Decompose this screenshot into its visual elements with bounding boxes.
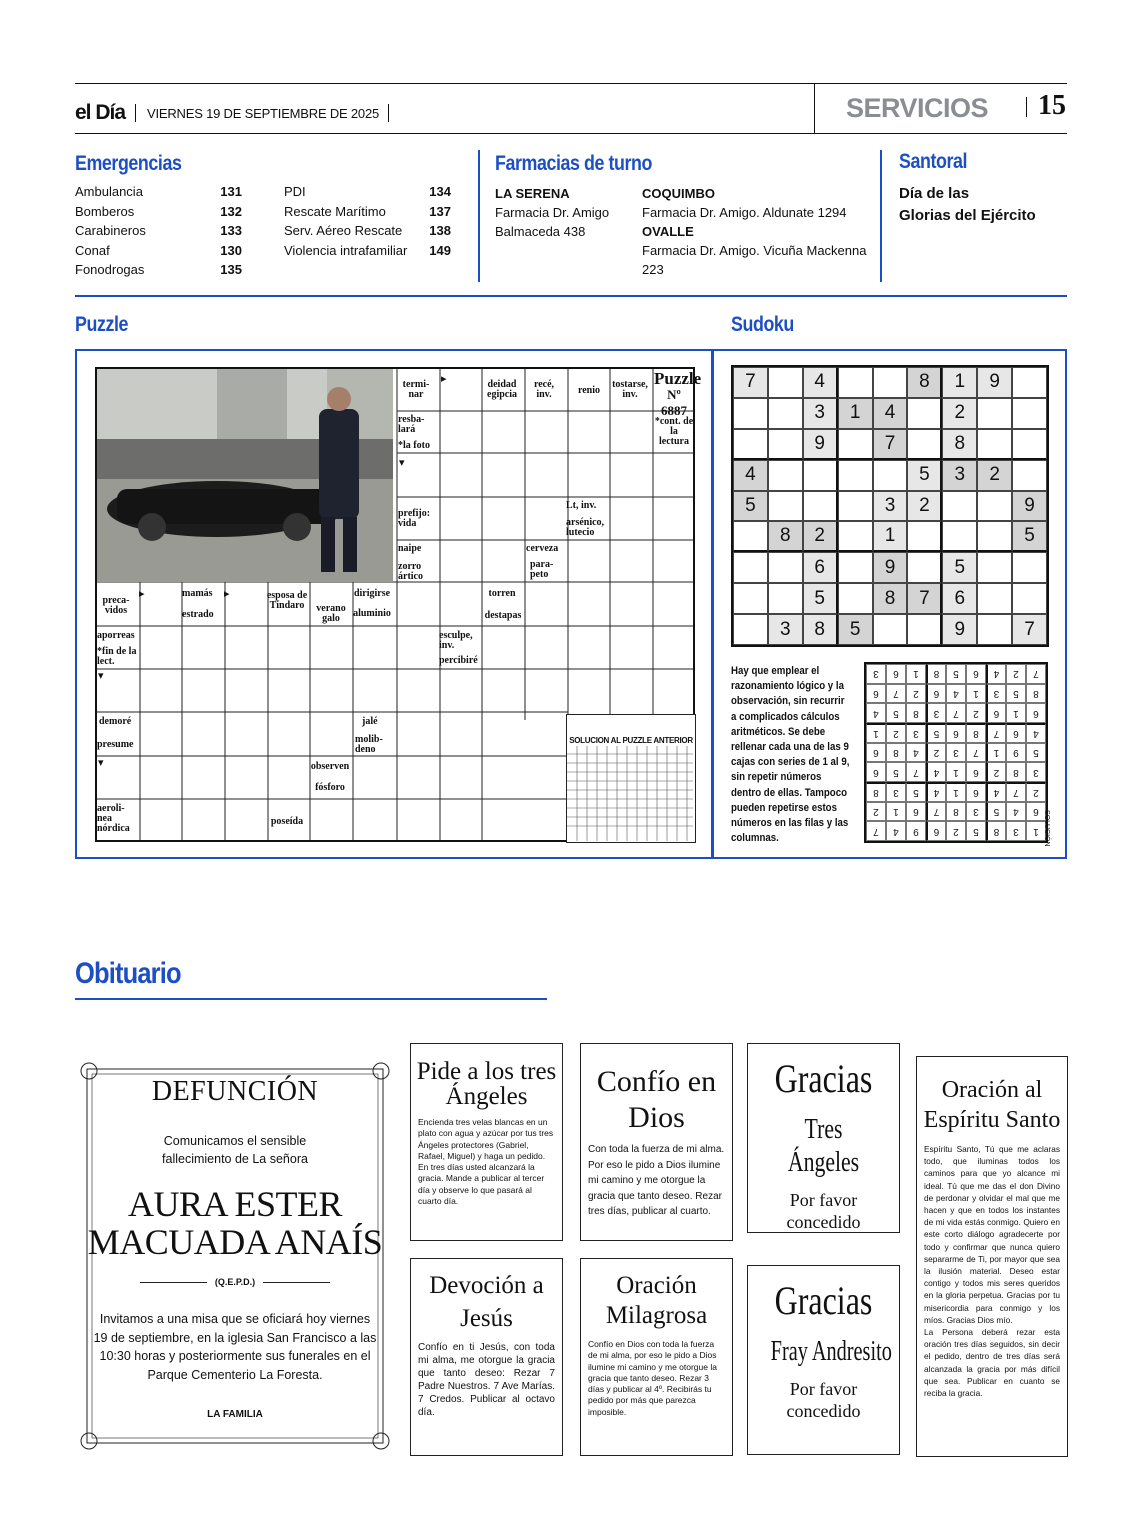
sudoku-solution-grid [864, 662, 1048, 843]
obituario-title: Obituario [75, 957, 181, 990]
solution-cell: 3 [966, 802, 986, 822]
solution-cell: 5 [986, 802, 1006, 822]
puzzle-title: Puzzle [75, 313, 129, 336]
solution-cell: 8 [946, 802, 966, 822]
header-date: VIERNES 19 DE SEPTIEMBRE DE 2025 [147, 106, 380, 121]
solution-cell: 4 [926, 762, 946, 782]
solution-cell: 4 [1006, 802, 1026, 822]
defuncion-body: Invitamos a una misa que se oficiará hoy viernes 19 de septiembre, en la iglesia San Francisco a las 10:30 horas y posteriormente sus funerales en el Parque Cementerio La Foresta. [93, 1312, 377, 1382]
sudoku-cell[interactable] [1012, 460, 1047, 491]
section-rule [75, 295, 1067, 297]
clue: cerveza [526, 543, 559, 554]
solution-cell: 4 [886, 821, 906, 841]
sudoku-cell[interactable]: 2 [907, 491, 942, 522]
sudoku-cell[interactable] [733, 552, 768, 583]
sudoku-cell[interactable]: 3 [873, 491, 908, 522]
sudoku-cell[interactable] [768, 552, 803, 583]
solution-cell: 6 [866, 762, 886, 782]
header-top-rule [75, 83, 1067, 84]
section-name: SERVICIOS [846, 93, 989, 123]
sudoku-cell[interactable]: 9 [977, 367, 1012, 398]
sudoku-cell[interactable]: 4 [733, 460, 768, 491]
clue: deidad egipcia [487, 379, 517, 400]
sudoku-cell[interactable] [733, 398, 768, 429]
solution-cell: 3 [906, 723, 926, 743]
sudoku-cell[interactable]: 8 [942, 429, 977, 460]
sudoku-cell[interactable] [942, 521, 977, 552]
solution-cell: 1 [886, 802, 906, 822]
solution-cell: 4 [986, 664, 1006, 684]
sudoku-cell[interactable]: 9 [803, 429, 838, 460]
solution-cell: 1 [866, 723, 886, 743]
solution-cell: 2 [946, 821, 966, 841]
clue: renio [577, 385, 601, 396]
sudoku-cell[interactable] [977, 614, 1012, 645]
solution-cell: 6 [966, 782, 986, 802]
clue: termi-nar [402, 379, 430, 400]
solution-cell: 2 [866, 802, 886, 822]
arrow-icon: ▾ [399, 457, 405, 469]
solution-cell: 1 [986, 743, 1006, 763]
sudoku-cell[interactable]: 5 [1012, 521, 1047, 552]
solution-cell: 8 [886, 743, 906, 763]
farmacias-title: Farmacias de turno [495, 152, 653, 175]
solution-cell: 1 [1006, 703, 1026, 723]
solution-cell: 4 [946, 684, 966, 704]
arrow-icon: ▾ [98, 757, 104, 769]
defuncion-signature: LA FAMILIA [207, 1409, 263, 1420]
card-gracias-angeles: Gracias Tres Ángeles Por favor concedido [747, 1043, 900, 1233]
solution-cell: 6 [1006, 723, 1026, 743]
solution-cell: 6 [866, 684, 886, 704]
arrow-icon: ▸ [224, 588, 230, 600]
solution-cell: 3 [1026, 762, 1046, 782]
sudoku-cell[interactable]: 8 [768, 521, 803, 552]
emergencias-title: Emergencias [75, 152, 182, 175]
clue: Lt, inv. [566, 500, 597, 511]
solution-cell: 5 [886, 703, 906, 723]
sudoku-cell[interactable] [907, 521, 942, 552]
header-divider [388, 104, 389, 122]
solution-cell: 1 [966, 684, 986, 704]
solution-cell: 6 [866, 743, 886, 763]
sudoku-cell[interactable]: 7 [733, 367, 768, 398]
sudoku-cell[interactable] [768, 429, 803, 460]
sudoku-cell[interactable]: 6 [942, 583, 977, 614]
solution-cell: 2 [1026, 782, 1046, 802]
sudoku-cell[interactable] [977, 583, 1012, 614]
clue: molib-deno [355, 734, 383, 755]
la-serena-title: LA SERENA [495, 186, 570, 201]
solution-cell: 2 [1006, 664, 1026, 684]
sudoku-cell[interactable] [838, 460, 873, 491]
previous-solution-title: SOLUCION AL PUZZLE ANTERIOR [569, 736, 693, 745]
sudoku-cell[interactable]: 1 [942, 367, 977, 398]
clue: dirigirse [353, 588, 391, 599]
sudoku-cell[interactable] [907, 429, 942, 460]
clue: poseída [270, 816, 304, 827]
card-devocion-jesus: Devoción a Jesús Confío en ti Jesús, con toda mi alma, me otorgue la gracia que tanto deseo: Rezar 7 Padre Nuestros. 7 Ave Marías. 7 Credos. Publicar al octavo día. [410, 1258, 563, 1456]
sudoku-cell[interactable] [907, 398, 942, 429]
santoral-text: Día de las Glorias del Ejército [899, 185, 1036, 224]
previous-solution-grid [567, 746, 693, 841]
clue: esculpe, inv. [439, 630, 473, 651]
solution-cell: 4 [986, 782, 1006, 802]
sudoku-cell[interactable]: 5 [838, 614, 873, 645]
solution-cell: 7 [926, 802, 946, 822]
sudoku-cell[interactable] [1012, 583, 1047, 614]
clue: aporreas [97, 630, 135, 641]
column-divider [880, 150, 882, 282]
sudoku-cell[interactable] [907, 614, 942, 645]
emergency-row: PDI 134 [284, 184, 451, 199]
arrow-icon: ▸ [441, 373, 447, 385]
defuncion-intro: Comunicamos el sensible fallecimiento de La señora [162, 1134, 308, 1166]
sudoku-cell[interactable] [733, 614, 768, 645]
sudoku-title: Sudoku [731, 313, 794, 336]
sudoku-cell[interactable]: 5 [907, 460, 942, 491]
header-divider [1026, 97, 1027, 117]
clue: observen [310, 761, 350, 772]
sudoku-cell[interactable] [1012, 429, 1047, 460]
defuncion-heading: DEFUNCIÓN [151, 1076, 319, 1107]
section-divider [814, 83, 815, 134]
ovalle-line: 223 [642, 262, 664, 277]
sudoku-cell[interactable] [768, 491, 803, 522]
sudoku-cell[interactable] [733, 583, 768, 614]
sudoku-cell[interactable] [977, 491, 1012, 522]
solution-cell: 2 [886, 723, 906, 743]
solution-cell: 5 [966, 821, 986, 841]
sudoku-cell[interactable] [768, 583, 803, 614]
sudoku-cell[interactable] [873, 367, 908, 398]
solution-cell: 3 [1006, 821, 1026, 841]
coquimbo-ovalle-block [642, 184, 866, 279]
sudoku-cell[interactable]: 9 [942, 614, 977, 645]
solution-cell: 4 [1026, 723, 1046, 743]
qepd-line: (Q.E.P.D.) [140, 1277, 330, 1287]
santoral-title: Santoral [899, 150, 968, 173]
clue: demoré [99, 716, 132, 727]
emergency-row: Violencia intrafamiliar 149 [284, 242, 451, 258]
sudoku-cell[interactable]: 3 [768, 614, 803, 645]
sudoku-cell[interactable]: 8 [907, 367, 942, 398]
clue: prefijo: vida [398, 508, 431, 529]
card-confio-dios: Confío en Dios Con toda la fuerza de mi alma. Por eso le pido a Dios ilumine mi camino y me otorgue la gracia que tanto deseo. Rezar tres días, publicar al cuarto. [580, 1043, 733, 1241]
sudoku-cell[interactable] [838, 552, 873, 583]
sudoku-cell[interactable]: 7 [907, 583, 942, 614]
clue: destapas [484, 610, 522, 621]
ovalle-line: Farmacia Dr. Amigo. Vicuña Mackenna [642, 243, 867, 258]
sudoku-cell[interactable] [838, 429, 873, 460]
solution-cell: 1 [946, 782, 966, 802]
solution-cell: 4 [906, 743, 926, 763]
solution-cell: 5 [1006, 684, 1026, 704]
sudoku-cell[interactable] [907, 552, 942, 583]
emergency-row: Rescate Marítimo 137 [284, 203, 451, 219]
sudoku-cell[interactable]: 5 [803, 583, 838, 614]
clue: aeroli-nea nórdica [97, 803, 130, 834]
emergencias-col2 [284, 182, 451, 260]
solution-cell: 7 [866, 821, 886, 841]
solution-cell: 8 [926, 664, 946, 684]
sudoku-cell[interactable] [942, 491, 977, 522]
solution-cell: 2 [966, 703, 986, 723]
clue: *la foto [398, 440, 430, 451]
sudoku-cell[interactable] [733, 521, 768, 552]
clue: *cont. de la lectura [654, 416, 694, 447]
solution-cell: 7 [966, 743, 986, 763]
sudoku-cell[interactable]: 1 [873, 521, 908, 552]
previous-solution [566, 714, 696, 843]
solution-label: SOLUCIÓN [1043, 810, 1050, 847]
sudoku-cell[interactable]: 4 [873, 398, 908, 429]
header-bottom-rule [75, 133, 1067, 134]
solution-cell: 5 [886, 762, 906, 782]
clue: esposa de Tíndaro [266, 590, 308, 611]
solution-cell: 7 [906, 762, 926, 782]
solution-cell: 6 [946, 723, 966, 743]
clue: resba-lará [398, 414, 425, 435]
solution-cell: 3 [986, 684, 1006, 704]
solution-cell: 8 [986, 821, 1006, 841]
column-divider [478, 150, 480, 282]
clue: percibiré [439, 655, 478, 666]
arrow-icon: ▾ [98, 670, 104, 682]
puzzle-number: Puzzle Nº 6887 [654, 369, 702, 418]
sudoku-cell[interactable] [873, 614, 908, 645]
clue: mamás [182, 588, 213, 599]
sudoku-cell[interactable]: 8 [803, 614, 838, 645]
solution-cell: 6 [886, 664, 906, 684]
sudoku-cell[interactable] [977, 521, 1012, 552]
sudoku-cell[interactable] [977, 429, 1012, 460]
solution-cell: 2 [926, 743, 946, 763]
sudoku-cell[interactable] [803, 460, 838, 491]
card-espiritu-santo: Oración al Espíritu Santo Espíritu Santo, Tú que me aclaras todo, que iluminas todos los caminos para que yo alcance mi ideal. Tú que me das el don Divino de perdonar y olvidar el mal que me hacen y que en todos los instantes de mi vida estás conmigo. Quiero en este corto diálogo agradecerte por todo y confirmar que nunca quiero separarme de Ti, por mayor que sea la ilusión material. Deseo estar contigo y todos mis seres queridos en la gloria perpetua. Gracias por tu misericordia para conmigo y los míos. Gracias Dios mío. La Persona deberá rezar esta oración tres días seguidos, sin decir el pedido, dentro de tres días será alcanzada la gracia por más difícil que sea. Publicar en cuanto se reciba la gracia. [916, 1056, 1068, 1457]
sudoku-cell[interactable] [838, 521, 873, 552]
solution-cell: 6 [926, 821, 946, 841]
ovalle-title: OVALLE [642, 224, 694, 239]
solution-cell: 8 [1026, 684, 1046, 704]
card-pide-angeles: Pide a los tres Ángeles Encienda tres velas blancas en un plato con agua y azúcar por tus tres Ángeles protectores (Gabriel, Rafael, Miguel) y haga un pedido. En tres días usted alcanzará la gracia. Mande a publicar al tercer día y observe lo que pasará al cuarto día. [410, 1043, 563, 1241]
clue: fósforo [315, 782, 345, 793]
solution-cell: 7 [946, 703, 966, 723]
card-gracias-fray: Gracias Fray Andresito Por favor concedido [747, 1265, 900, 1455]
sudoku-cell[interactable] [803, 491, 838, 522]
solution-cell: 7 [1026, 664, 1046, 684]
sudoku-cell[interactable] [873, 460, 908, 491]
coquimbo-line: Farmacia Dr. Amigo. Aldunate 1294 [642, 205, 847, 220]
clue: estrado [182, 609, 214, 620]
sudoku-cell[interactable]: 9 [1012, 491, 1047, 522]
sudoku-cell[interactable]: 5 [733, 491, 768, 522]
clue: naipe [398, 543, 422, 554]
sudoku-cell[interactable] [1012, 398, 1047, 429]
solution-cell: 7 [886, 684, 906, 704]
clue: preca-vidos [102, 595, 130, 616]
sudoku-cell[interactable] [1012, 367, 1047, 398]
puzzle-photo [97, 369, 393, 582]
emergencias-col1 [75, 182, 242, 280]
coquimbo-title: COQUIMBO [642, 186, 715, 201]
clue: jalé [362, 716, 378, 727]
obituario-rule [75, 998, 547, 1000]
solution-cell: 2 [906, 684, 926, 704]
sudoku-cell[interactable]: 2 [942, 398, 977, 429]
la-serena-block [495, 184, 609, 241]
sudoku-cell[interactable]: 2 [803, 521, 838, 552]
clue: torren [488, 588, 516, 599]
sudoku-cell[interactable]: 1 [838, 398, 873, 429]
sudoku-cell[interactable] [977, 398, 1012, 429]
solution-cell: 1 [1026, 821, 1046, 841]
sudoku-cell[interactable] [733, 429, 768, 460]
clue: aluminio [353, 608, 391, 619]
sudoku-cell[interactable] [838, 491, 873, 522]
solution-cell: 9 [1006, 743, 1026, 763]
sudoku-cell[interactable]: 9 [873, 552, 908, 583]
sudoku-cell[interactable] [768, 367, 803, 398]
photo-scene [97, 369, 393, 582]
solution-cell: 5 [1026, 743, 1046, 763]
solution-cell: 7 [986, 723, 1006, 743]
defuncion-card [75, 1057, 395, 1455]
sudoku-cell[interactable] [768, 398, 803, 429]
sudoku-grid [731, 365, 1049, 647]
solution-cell: 8 [906, 703, 926, 723]
sudoku-cell[interactable] [977, 552, 1012, 583]
solution-cell: 8 [866, 782, 886, 802]
solution-cell: 6 [1026, 802, 1046, 822]
solution-cell: 4 [866, 703, 886, 723]
la-serena-line: Balmaceda 438 [495, 224, 586, 239]
sudoku-cell[interactable] [1012, 552, 1047, 583]
clue: verano galo [316, 603, 346, 624]
sudoku-cell[interactable] [838, 583, 873, 614]
page-number: 15 [1038, 90, 1066, 121]
sudoku-cell[interactable]: 8 [873, 583, 908, 614]
sudoku-cell[interactable]: 2 [977, 460, 1012, 491]
solution-cell: 8 [1006, 762, 1026, 782]
emergency-row: Conaf 130 [75, 242, 242, 258]
sudoku-cell[interactable]: 3 [942, 460, 977, 491]
solution-cell: 5 [946, 664, 966, 684]
solution-cell: 9 [906, 821, 926, 841]
card-oracion-milagrosa: Oración Milagrosa Confío en Dios con toda la fuerza de mi alma, por eso le pido a Dios ilumine mi camino y me otorgue la gracia que tanto deseo. Rezar 3 días y publicar al 4º. Recibirás tu pedido por más que parezca imposible. [580, 1258, 733, 1456]
solution-cell: 3 [926, 703, 946, 723]
solution-cell: 6 [966, 664, 986, 684]
solution-cell: 2 [986, 762, 1006, 782]
arrow-icon: ▸ [139, 588, 145, 600]
sudoku-cell[interactable] [768, 460, 803, 491]
solution-cell: 3 [886, 782, 906, 802]
emergency-row: Serv. Aéreo Rescate 138 [284, 223, 451, 238]
sudoku-cell[interactable]: 3 [803, 398, 838, 429]
solution-cell: 6 [986, 703, 1006, 723]
la-serena-line: Farmacia Dr. Amigo [495, 205, 610, 220]
solution-cell: 8 [966, 723, 986, 743]
solution-cell: 5 [926, 723, 946, 743]
clue: tostarse, inv. [612, 379, 648, 400]
solution-cell: 7 [1006, 782, 1026, 802]
sudoku-cell[interactable]: 5 [942, 552, 977, 583]
solution-cell: 1 [906, 664, 926, 684]
emergency-row: Carabineros 133 [75, 223, 242, 238]
clue: recé, inv. [533, 379, 555, 400]
clue: arsénico, lutecio [566, 517, 605, 538]
solution-cell: 3 [946, 743, 966, 763]
emergency-row: Fonodrogas 135 [75, 262, 242, 277]
solution-cell: 5 [906, 782, 926, 802]
solution-cell: 3 [866, 664, 886, 684]
sudoku-cell[interactable]: 7 [1012, 614, 1047, 645]
solution-cell: 6 [926, 684, 946, 704]
sudoku-cell[interactable] [838, 367, 873, 398]
solution-cell: 6 [966, 762, 986, 782]
solution-cell: 1 [946, 762, 966, 782]
header-divider [135, 104, 136, 122]
emergency-row: Bomberos 132 [75, 203, 242, 219]
sudoku-cell[interactable]: 7 [873, 429, 908, 460]
sudoku-instructions: Hay que emplear el razonamiento lógico y la observación, sin recurrir a complicados cálculos aritméticos. Se debe rellenar cada una de las 9 cajas con series de 1 al 9, sin repetir números dentro de ellas. Tampoco pueden repetirse estos números en las filas y las columnas. [731, 665, 850, 845]
sudoku-cell[interactable]: 4 [803, 367, 838, 398]
clue: para-peto [530, 559, 554, 580]
emergency-row: Ambulancia 131 [75, 184, 242, 199]
clue: *fin de la lect. [97, 646, 137, 667]
deceased-name: AURA ESTER MACUADA ANAÍS [87, 1184, 383, 1262]
solution-cell: 4 [926, 782, 946, 802]
clue: presume [97, 739, 134, 750]
solution-cell: 6 [1026, 703, 1046, 723]
sudoku-cell[interactable]: 6 [803, 552, 838, 583]
clue: zorro ártico [398, 561, 423, 582]
solution-cell: 6 [906, 802, 926, 822]
brand-logo: el Día [75, 101, 126, 124]
